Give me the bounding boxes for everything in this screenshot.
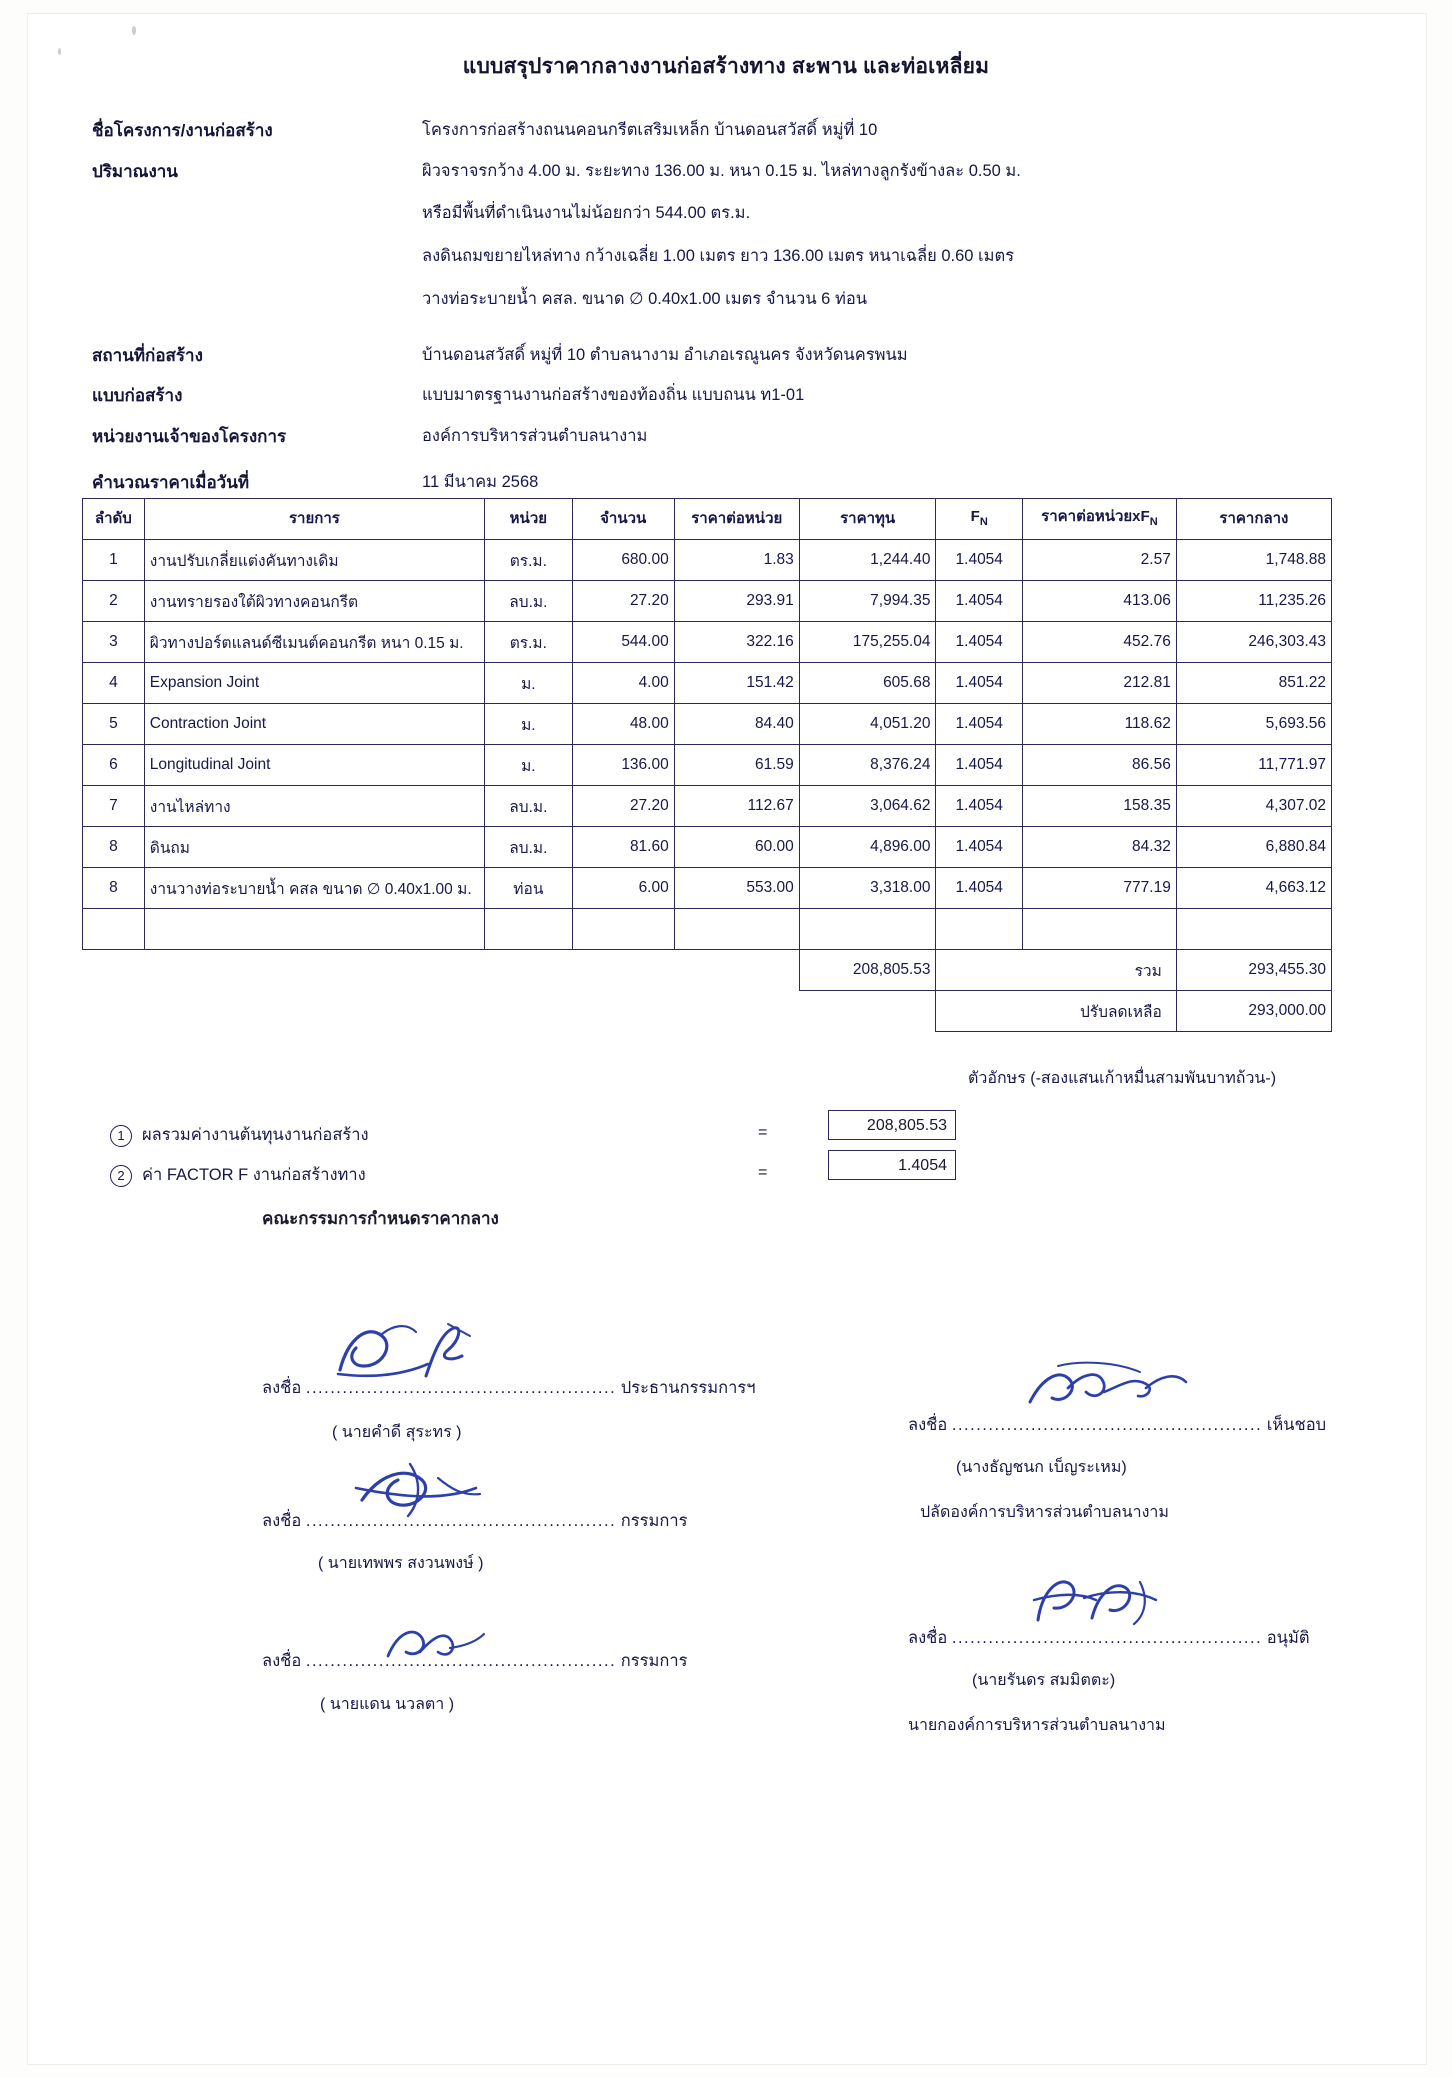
cell-no: 7 <box>83 786 145 827</box>
spacer-cell <box>572 950 674 991</box>
table-row <box>83 622 1332 663</box>
cell-empty <box>1176 909 1331 950</box>
field-label-project: ชื่อโครงการ/งานก่อสร้าง <box>92 121 273 140</box>
summary-equals-1: = <box>758 1124 768 1141</box>
cell-cost: 7,994.35 <box>799 581 936 622</box>
col-header-upfn-text: ราคาต่อหน่วยxF <box>1041 508 1150 526</box>
cell-desc <box>144 540 484 581</box>
cell-unit: ลบ.ม. <box>485 827 573 868</box>
paper-sheet <box>28 14 1426 2064</box>
cell-unit-price-fn: 777.19 <box>1022 868 1176 909</box>
cell-empty <box>799 909 936 950</box>
cell-fn: 1.4054 <box>936 663 1022 704</box>
cell-unit-price: 84.40 <box>674 704 799 745</box>
cell-unit: ม. <box>485 745 573 786</box>
cell-no: 4 <box>83 663 145 704</box>
cell-empty <box>936 909 1022 950</box>
cell-unit-price-fn: 413.06 <box>1022 581 1176 622</box>
cell-mid-price: 6,880.84 <box>1176 827 1331 868</box>
sign-word: ลงชื่อ <box>908 1629 948 1647</box>
cell-mid-price: 4,307.02 <box>1176 786 1331 827</box>
cell-empty <box>572 909 674 950</box>
table-row <box>83 868 1332 909</box>
field-value-quantity-4: วางท่อระบายน้ำ คสล. ขนาด ∅ 0.40x1.00 เมตร จำนวน 6 ท่อน <box>422 290 868 308</box>
cell-no: 8 <box>83 868 145 909</box>
cell-qty: 27.20 <box>572 581 674 622</box>
col-header-fn-text: F <box>970 508 980 526</box>
summary-label-1: ผลรวมค่างานต้นทุนงานก่อสร้าง <box>142 1126 369 1144</box>
table-row-empty <box>83 909 1332 950</box>
label-sum: รวม <box>936 950 1176 991</box>
signature-name-right-2: (นายรันดร สมมิตตะ) <box>972 1672 1116 1689</box>
sign-word: ลงชื่อ <box>262 1379 302 1397</box>
cell-cost: 8,376.24 <box>799 745 936 786</box>
cell-desc-text: งานปรับเกลี่ยแต่งคันทางเดิม <box>149 552 339 570</box>
table-reduced-row <box>83 991 1332 1032</box>
spacer-cell <box>83 950 145 991</box>
cell-mid-price: 11,771.97 <box>1176 745 1331 786</box>
spacer-cell <box>674 991 799 1032</box>
summary-equals-2: = <box>758 1164 768 1181</box>
col-header-unit-price: ราคาต่อหน่วย <box>674 499 799 540</box>
cell-empty <box>144 909 484 950</box>
cell-fn: 1.4054 <box>936 827 1022 868</box>
spacer-cell <box>144 950 484 991</box>
cell-unit-price-fn: 452.76 <box>1022 622 1176 663</box>
cell-qty: 680.00 <box>572 540 674 581</box>
cell-qty: 27.20 <box>572 786 674 827</box>
cell-mid-price: 1,748.88 <box>1176 540 1331 581</box>
field-value-drawing: แบบมาตรฐานงานก่อสร้างของท้องถิ่น แบบถนน ท1-01 <box>422 386 805 404</box>
cell-unit: ม. <box>485 704 573 745</box>
signature-position-right-1: ปลัดองค์การบริหารส่วนตำบลนางาม <box>920 1504 1169 1521</box>
cell-unit-price-fn: 2.57 <box>1022 540 1176 581</box>
cell-cost: 3,064.62 <box>799 786 936 827</box>
col-header-upfn-sub: N <box>1149 516 1158 529</box>
cell-no: 1 <box>83 540 145 581</box>
field-value-quantity-2: หรือมีพื้นที่ดำเนินงานไม่น้อยกว่า 544.00 ตร.ม. <box>422 204 751 222</box>
cell-unit-price-fn: 118.62 <box>1022 704 1176 745</box>
cell-fn: 1.4054 <box>936 704 1022 745</box>
cell-fn: 1.4054 <box>936 540 1022 581</box>
handwritten-signature-right-1 <box>1020 1358 1240 1422</box>
summary-value-2: 1.4054 <box>828 1150 956 1180</box>
cell-desc <box>144 581 484 622</box>
signature-name-right-1: (นางธัญชนก เบ็ญระเหม) <box>956 1459 1127 1476</box>
cell-empty <box>485 909 573 950</box>
page-title <box>0 50 1452 83</box>
signature-role-left-2: กรรมการ <box>620 1512 688 1530</box>
col-header-fn-sub: N <box>979 516 988 529</box>
cell-empty <box>1022 909 1176 950</box>
signature-role-left-3: กรรมการ <box>620 1652 688 1670</box>
cell-desc-text: Expansion Joint <box>149 674 260 691</box>
spacer-cell <box>572 991 674 1032</box>
cell-no: 2 <box>83 581 145 622</box>
signature-name-left-3: ( นายแดน นวลตา ) <box>320 1696 455 1713</box>
table-row <box>83 540 1332 581</box>
cell-unit-price: 151.42 <box>674 663 799 704</box>
col-header-no: ลำดับ <box>83 499 145 540</box>
handwritten-signature-left-2 <box>350 1458 570 1528</box>
page-title-text: แบบสรุปราคากลางงานก่อสร้างทาง สะพาน และท่อเหลี่ยม <box>462 55 990 78</box>
cell-fn: 1.4054 <box>936 622 1022 663</box>
cell-cost: 4,051.20 <box>799 704 936 745</box>
cell-unit-price: 322.16 <box>674 622 799 663</box>
amount-in-words: ตัวอักษร (-สองแสนเก้าหมื่นสามพันบาทถ้วน-) <box>968 1070 1277 1087</box>
signature-dots: ................................................... <box>951 1629 1263 1647</box>
field-label-calc-date: คำนวณราคาเมื่อวันที่ <box>92 473 250 492</box>
cell-unit-price-fn: 158.35 <box>1022 786 1176 827</box>
cell-unit-price: 60.00 <box>674 827 799 868</box>
cell-desc-text: Contraction Joint <box>149 715 267 732</box>
cell-desc-text: Longitudinal Joint <box>149 756 271 773</box>
cell-unit-price: 61.59 <box>674 745 799 786</box>
cell-unit-price: 112.67 <box>674 786 799 827</box>
spacer-cell <box>485 950 573 991</box>
cell-unit-price: 293.91 <box>674 581 799 622</box>
cell-unit-price: 553.00 <box>674 868 799 909</box>
cell-empty <box>674 909 799 950</box>
field-label-owner: หน่วยงานเจ้าของโครงการ <box>92 427 287 446</box>
col-header-qty: จำนวน <box>572 499 674 540</box>
cell-unit: ตร.ม. <box>485 622 573 663</box>
cell-desc <box>144 663 484 704</box>
cell-desc <box>144 704 484 745</box>
summary-marker-2: 2 <box>110 1165 132 1187</box>
signature-dots: ................................................... <box>951 1416 1263 1434</box>
boq-table <box>82 498 1332 1032</box>
field-value-project: โครงการก่อสร้างถนนคอนกรีตเสริมเหล็ก บ้านดอนสวัสดิ์ หมู่ที่ 10 <box>422 121 878 139</box>
table-row <box>83 786 1332 827</box>
cell-fn: 1.4054 <box>936 581 1022 622</box>
cell-unit-price-fn: 212.81 <box>1022 663 1176 704</box>
cell-no: 5 <box>83 704 145 745</box>
cell-desc-text: ดินถม <box>149 839 191 857</box>
cell-mid-price: 11,235.26 <box>1176 581 1331 622</box>
cell-qty: 81.60 <box>572 827 674 868</box>
cell-fn: 1.4054 <box>936 745 1022 786</box>
col-header-desc: รายการ <box>144 499 484 540</box>
cell-qty: 544.00 <box>572 622 674 663</box>
cell-desc <box>144 786 484 827</box>
table-row <box>83 581 1332 622</box>
cell-mid-price: 851.22 <box>1176 663 1331 704</box>
field-value-owner: องค์การบริหารส่วนตำบลนางาม <box>422 427 648 445</box>
signature-role-right-2: อนุมัติ <box>1266 1629 1310 1647</box>
cell-desc <box>144 868 484 909</box>
spacer-cell <box>674 950 799 991</box>
col-header-fn <box>936 499 1022 540</box>
table-row <box>83 704 1332 745</box>
cell-unit-price: 1.83 <box>674 540 799 581</box>
cell-reduced-value: 293,000.00 <box>1176 991 1331 1032</box>
signature-position-right-2: นายกองค์การบริหารส่วนตำบลนางาม <box>908 1717 1166 1734</box>
col-header-cost: ราคาทุน <box>799 499 936 540</box>
col-header-mid-price: ราคากลาง <box>1176 499 1331 540</box>
cell-fn: 1.4054 <box>936 868 1022 909</box>
signature-name-left-1: ( นายคำดี สุระทร ) <box>332 1424 462 1441</box>
summary-line-2 <box>110 1162 366 1188</box>
committee-heading: คณะกรรมการกำหนดราคากลาง <box>262 1209 499 1228</box>
cell-desc-text: งานไหล่ทาง <box>149 798 231 816</box>
cell-cost: 4,896.00 <box>799 827 936 868</box>
cell-unit: ลบ.ม. <box>485 581 573 622</box>
handwritten-signature-left-3 <box>380 1618 540 1670</box>
cell-desc <box>144 827 484 868</box>
signature-role-left-1: ประธานกรรมการฯ <box>620 1379 756 1397</box>
cell-no: 6 <box>83 745 145 786</box>
summary-value-1: 208,805.53 <box>828 1110 956 1140</box>
cell-unit: ตร.ม. <box>485 540 573 581</box>
spacer-cell <box>799 991 936 1032</box>
cell-no: 3 <box>83 622 145 663</box>
cell-unit-price-fn: 84.32 <box>1022 827 1176 868</box>
cell-qty: 48.00 <box>572 704 674 745</box>
summary-line-1 <box>110 1122 369 1148</box>
table-total-row <box>83 950 1332 991</box>
cell-qty: 136.00 <box>572 745 674 786</box>
field-label-quantity: ปริมาณงาน <box>92 162 178 181</box>
cell-desc <box>144 622 484 663</box>
handwritten-signature-right-2 <box>1020 1572 1200 1638</box>
field-value-calc-date: 11 มีนาคม 2568 <box>422 473 539 491</box>
cell-cost: 175,255.04 <box>799 622 936 663</box>
cell-desc-text: งานทรายรองใต้ผิวทางคอนกรีต <box>149 593 359 611</box>
cell-fn: 1.4054 <box>936 786 1022 827</box>
signature-role-right-1: เห็นชอบ <box>1266 1416 1327 1434</box>
signature-name-left-2: ( นายเทพพร สงวนพงษ์ ) <box>318 1555 484 1572</box>
spacer-cell <box>83 991 145 1032</box>
cell-mid-price: 5,693.56 <box>1176 704 1331 745</box>
table-row <box>83 663 1332 704</box>
spacer-cell <box>485 991 573 1032</box>
field-label-location: สถานที่ก่อสร้าง <box>92 346 203 365</box>
cell-mid-price: 246,303.43 <box>1176 622 1331 663</box>
cell-unit: ลบ.ม. <box>485 786 573 827</box>
sign-word: ลงชื่อ <box>262 1652 302 1670</box>
cell-no: 8 <box>83 827 145 868</box>
cell-desc-text: ผิวทางปอร์ตแลนด์ซีเมนต์คอนกรีต หนา 0.15 ม. <box>149 634 464 652</box>
spacer-cell <box>144 991 484 1032</box>
col-header-unit: หน่วย <box>485 499 573 540</box>
cell-cost: 3,318.00 <box>799 868 936 909</box>
signature-dots: ................................................... <box>305 1512 617 1530</box>
cell-mid-price: 4,663.12 <box>1176 868 1331 909</box>
cell-desc <box>144 745 484 786</box>
boq-table-wrapper <box>82 498 1332 1032</box>
sign-word: ลงชื่อ <box>262 1512 302 1530</box>
field-label-drawing: แบบก่อสร้าง <box>92 386 183 405</box>
field-value-quantity-1: ผิวจราจรกว้าง 4.00 ม. ระยะทาง 136.00 ม. หนา 0.15 ม. ไหล่ทางลูกรังข้างละ 0.50 ม. <box>422 162 1021 180</box>
col-header-unit-price-fn <box>1022 499 1176 540</box>
cell-cost: 605.68 <box>799 663 936 704</box>
signature-dots: ................................................... <box>305 1379 617 1397</box>
field-value-location: บ้านดอนสวัสดิ์ หมู่ที่ 10 ตำบลนางาม อำเภอเรณูนคร จังหวัดนครพนม <box>422 346 908 364</box>
signature-dots: ................................................... <box>305 1652 617 1670</box>
table-row <box>83 745 1332 786</box>
cell-unit-price-fn: 86.56 <box>1022 745 1176 786</box>
cell-sum-value: 293,455.30 <box>1176 950 1331 991</box>
summary-label-2: ค่า FACTOR F งานก่อสร้างทาง <box>142 1166 366 1184</box>
cell-cost-total: 208,805.53 <box>799 950 936 991</box>
cell-empty <box>83 909 145 950</box>
table-header-row <box>83 499 1332 540</box>
label-reduced: ปรับลดเหลือ <box>936 991 1176 1032</box>
table-row <box>83 827 1332 868</box>
cell-unit: ท่อน <box>485 868 573 909</box>
cell-cost: 1,244.40 <box>799 540 936 581</box>
field-value-quantity-3: ลงดินถมขยายไหล่ทาง กว้างเฉลี่ย 1.00 เมตร ยาว 136.00 เมตร หนาเฉลี่ย 0.60 เมตร <box>422 247 1015 265</box>
cell-qty: 6.00 <box>572 868 674 909</box>
sign-word: ลงชื่อ <box>908 1416 948 1434</box>
scan-speck <box>132 26 136 35</box>
cell-qty: 4.00 <box>572 663 674 704</box>
summary-marker-1: 1 <box>110 1125 132 1147</box>
handwritten-signature-left-1 <box>330 1318 570 1388</box>
cell-unit: ม. <box>485 663 573 704</box>
cell-desc-text: งานวางท่อระบายน้ำ คสล ขนาด ∅ 0.40x1.00 ม. <box>149 880 472 898</box>
